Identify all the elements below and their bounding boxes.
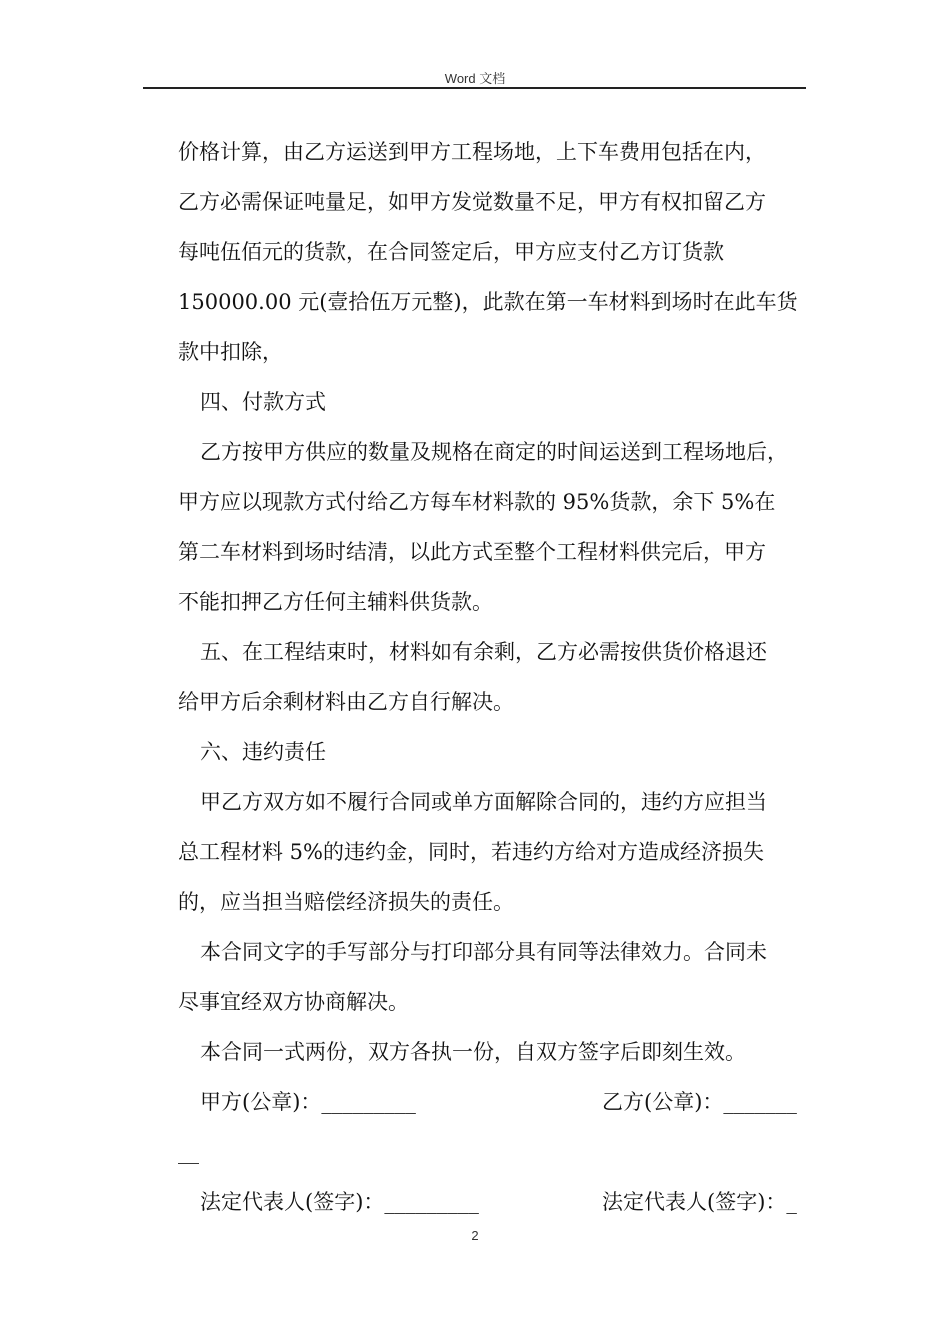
text-line: 150000.00 元(壹拾伍万元整)，此款在第一车材料到场时在此车货 [178, 290, 798, 314]
text-line: 给甲方后余剩材料由乙方自行解决。 [178, 690, 514, 714]
text-line: 的，应当担当赔偿经济损失的责任。 [178, 890, 514, 914]
party-b-seal-field: 乙方(公章)：_______ [602, 1090, 797, 1114]
party-b-representative-field: 法定代表人(签字)：_ [602, 1190, 797, 1214]
text-line: 本合同一式两份，双方各执一份，自双方签字后即刻生效。 [200, 1040, 746, 1064]
text-line: 甲方应以现款方式付给乙方每车材料款的 95%货款，余下 5%在 [178, 490, 776, 514]
text-line: 价格计算，由乙方运送到甲方工程场地，上下车费用包括在内， [178, 140, 766, 164]
text-line: 乙方必需保证吨量足，如甲方发觉数量不足，甲方有权扣留乙方 [178, 190, 766, 214]
page-header-title: Word 文档 [444, 71, 506, 86]
text-line: 不能扣押乙方任何主辅料供货款。 [178, 590, 493, 614]
signature-underline-wrap: __ [178, 1140, 199, 1164]
text-line: 五、在工程结束时，材料如有余剩，乙方必需按供货价格退还 [200, 640, 767, 664]
text-line: 四、付款方式 [200, 390, 326, 414]
header-divider [143, 87, 806, 89]
signature-row-seal [178, 1077, 808, 1127]
party-a-representative-field: 法定代表人(签字)：_________ [200, 1190, 479, 1214]
text-line: 甲乙方双方如不履行合同或单方面解除合同的，违约方应担当 [200, 790, 767, 814]
text-line: 第二车材料到场时结清，以此方式至整个工程材料供完后，甲方 [178, 540, 766, 564]
document-body [178, 127, 808, 1227]
signature-row-representative [178, 1177, 808, 1227]
text-line: 乙方按甲方供应的数量及规格在商定的时间运送到工程场地后， [200, 440, 788, 464]
text-line: 款中扣除， [178, 340, 283, 364]
text-line: 每吨伍佰元的货款，在合同签定后，甲方应支付乙方订货款 [178, 240, 724, 264]
text-line: 尽事宜经双方协商解决。 [178, 990, 409, 1014]
paragraph-lines [178, 127, 808, 1077]
text-line: 本合同文字的手写部分与打印部分具有同等法律效力。合同未 [200, 940, 767, 964]
page-number: 2 [471, 1228, 479, 1243]
text-line: 总工程材料 5%的违约金，同时，若违约方给对方造成经济损失 [178, 840, 764, 864]
party-a-seal-field: 甲方(公章)：_________ [200, 1090, 416, 1114]
text-line: 六、违约责任 [200, 740, 326, 764]
